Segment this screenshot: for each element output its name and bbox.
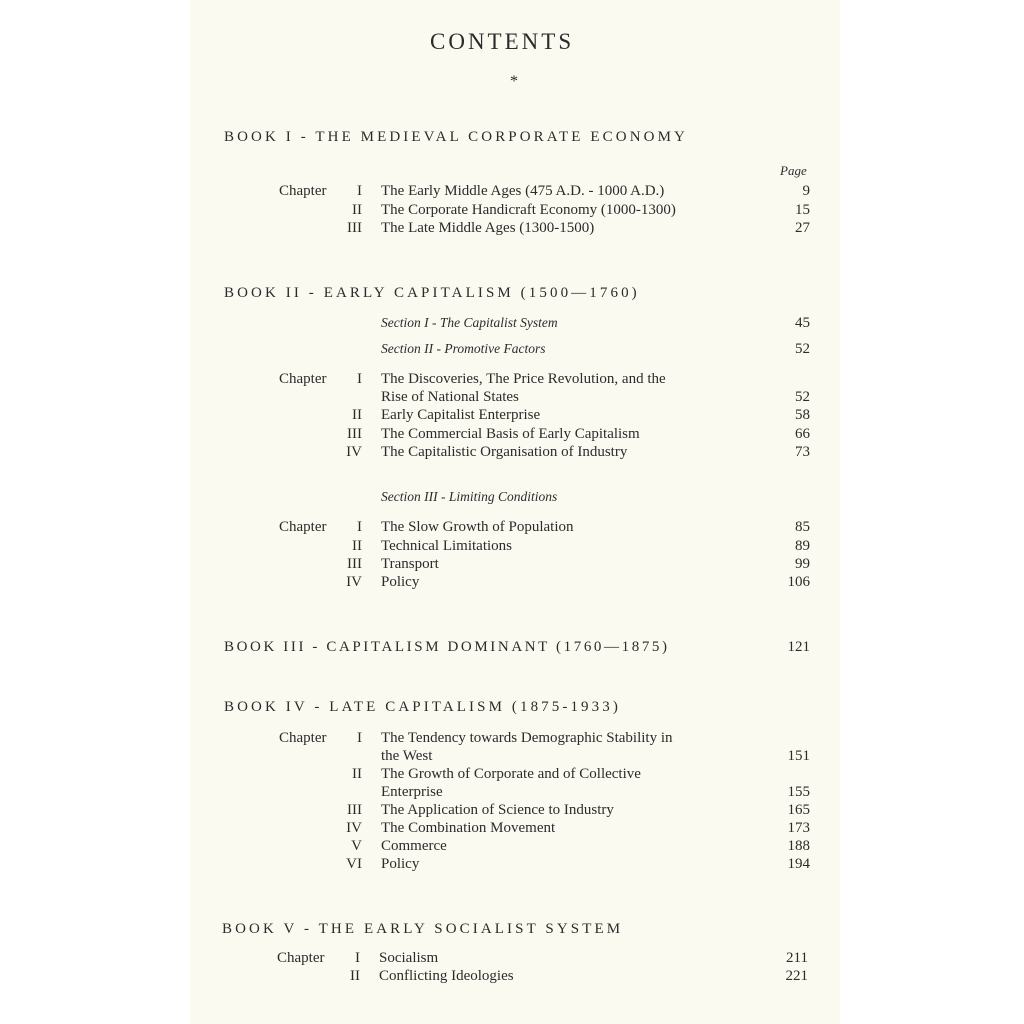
page-number: 58: [795, 407, 810, 423]
chapter-title: The Tendency towards Demographic Stability in: [381, 730, 673, 746]
chapter-label: Chapter: [279, 371, 327, 387]
chapter-number: V: [351, 838, 362, 854]
chapter-title: Technical Limitations: [381, 538, 512, 554]
page-number: 52: [795, 389, 810, 405]
chapter-number: II: [352, 407, 362, 423]
page-number: 151: [787, 748, 810, 764]
page-number: 173: [787, 820, 810, 836]
page-number: 52: [795, 341, 810, 357]
page-number: 188: [787, 838, 810, 854]
page-number: 121: [787, 639, 810, 655]
chapter-title: Socialism: [379, 950, 439, 966]
chapter-title: The Commercial Basis of Early Capitalism: [381, 426, 640, 442]
section-title: Section I - The Capitalist System: [381, 315, 558, 330]
page-number: 99: [795, 556, 810, 572]
chapter-title: The Application of Science to Industry: [381, 802, 614, 818]
chapter-title: The Capitalistic Organisation of Industry: [381, 444, 628, 460]
ornament: *: [510, 73, 518, 90]
chapter-number: I: [357, 519, 362, 535]
chapter-number: I: [355, 950, 360, 966]
page-number: 165: [787, 802, 810, 818]
chapter-number: I: [357, 183, 362, 199]
chapter-label: Chapter: [279, 519, 327, 535]
page-number: 9: [802, 183, 810, 199]
chapter-title: Conflicting Ideologies: [379, 968, 514, 984]
chapter-number: VI: [346, 856, 362, 872]
chapter-number: II: [352, 538, 362, 554]
page-number: 155: [787, 784, 810, 800]
chapter-title: The Corporate Handicraft Economy (1000-1300): [381, 202, 676, 218]
chapter-number: IV: [346, 574, 362, 590]
chapter-title: The Slow Growth of Population: [381, 519, 574, 535]
page-number: 45: [795, 315, 810, 331]
chapter-number: I: [357, 371, 362, 387]
book-heading: BOOK V - THE EARLY SOCIALIST SYSTEM: [222, 921, 624, 937]
chapter-number: I: [357, 730, 362, 746]
chapter-label: Chapter: [279, 730, 327, 746]
chapter-label: Chapter: [277, 950, 325, 966]
chapter-title: Commerce: [381, 838, 447, 854]
page-number: 27: [795, 220, 810, 236]
chapter-number: IV: [346, 820, 362, 836]
page-title: CONTENTS: [430, 29, 575, 54]
chapter-title: Transport: [381, 556, 439, 572]
chapter-title-continued: Rise of National States: [381, 389, 519, 405]
page-number: 194: [787, 856, 810, 872]
page-number: 89: [795, 538, 810, 554]
chapter-label: Chapter: [279, 183, 327, 199]
chapter-number: II: [352, 202, 362, 218]
page-column-heading: Page: [780, 163, 807, 178]
chapter-title: The Early Middle Ages (475 A.D. - 1000 A.D.): [381, 183, 665, 199]
chapter-title-continued: the West: [381, 748, 433, 764]
chapter-number: IV: [346, 444, 362, 460]
chapter-title: Early Capitalist Enterprise: [381, 407, 541, 423]
page-number: 73: [795, 444, 810, 460]
chapter-title-continued: Enterprise: [381, 784, 443, 800]
section-title: Section III - Limiting Conditions: [381, 489, 558, 504]
chapter-title: The Discoveries, The Price Revolution, and the: [381, 371, 666, 387]
chapter-title: The Late Middle Ages (1300-1500): [381, 220, 595, 236]
page-number: 221: [785, 968, 808, 984]
book-heading: BOOK IV - LATE CAPITALISM (1875-1933): [224, 699, 621, 715]
chapter-title: The Growth of Corporate and of Collective: [381, 766, 641, 782]
page-number: 106: [787, 574, 810, 590]
chapter-title: Policy: [381, 856, 420, 872]
book-page: [190, 0, 840, 1024]
book-heading: BOOK II - EARLY CAPITALISM (1500—1760): [224, 285, 640, 301]
page-number: 66: [795, 426, 810, 442]
chapter-number: II: [350, 968, 360, 984]
book-heading: BOOK I - THE MEDIEVAL CORPORATE ECONOMY: [224, 129, 688, 145]
chapter-number: III: [347, 220, 362, 236]
book-heading: BOOK III - CAPITALISM DOMINANT (1760—1875): [224, 639, 670, 655]
page-number: 211: [786, 950, 808, 966]
section-title: Section II - Promotive Factors: [381, 341, 546, 356]
chapter-title: The Combination Movement: [381, 820, 556, 836]
page-number: 15: [795, 202, 810, 218]
page-number: 85: [795, 519, 810, 535]
chapter-number: III: [347, 426, 362, 442]
chapter-title: Policy: [381, 574, 420, 590]
chapter-number: II: [352, 766, 362, 782]
chapter-number: III: [347, 556, 362, 572]
chapter-number: III: [347, 802, 362, 818]
